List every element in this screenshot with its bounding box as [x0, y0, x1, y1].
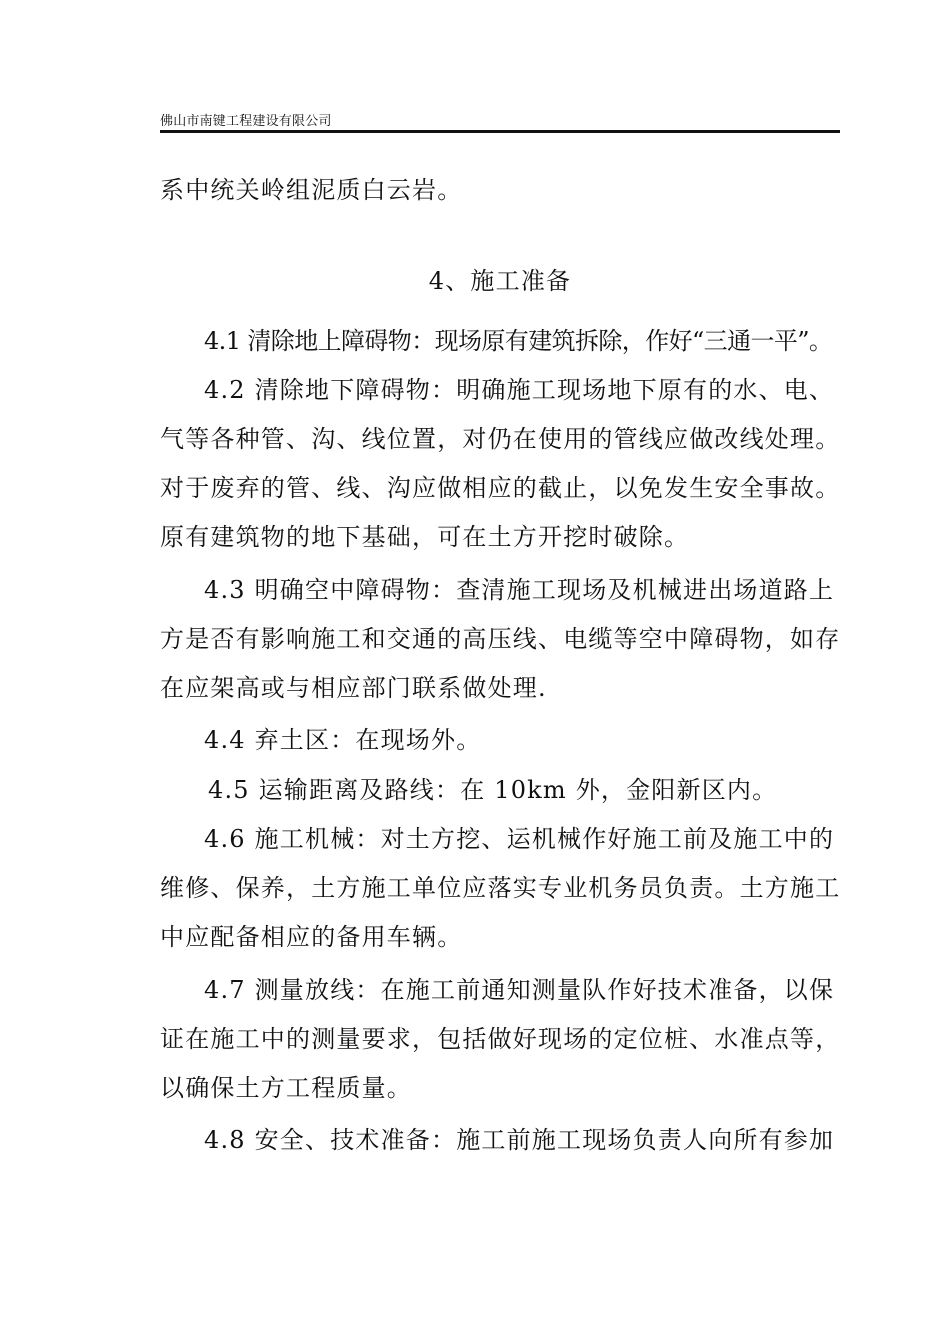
paragraph-line: 气等各种管、沟、线位置，对仍在使用的管线应做改线处理。 — [160, 425, 841, 453]
paragraph-line: 中应配备相应的备用车辆。 — [160, 923, 463, 951]
paragraph-line: 4.4 弃土区：在现场外。 — [204, 726, 482, 754]
company-name: 佛山市南键工程建设有限公司 — [160, 114, 332, 129]
section-heading: 4、施工准备 — [428, 267, 572, 295]
paragraph-line: 原有建筑物的地下基础，可在土方开挖时破除。 — [160, 523, 690, 551]
paragraph-line: 4.3 明确空中障碍物：查清施工现场及机械进出场道路上 — [204, 576, 835, 604]
paragraph-line: 4.7 测量放线：在施工前通知测量队作好技术准备，以保 — [204, 976, 835, 1004]
paragraph-line: 4.1 清除地上障碍物：现场原有建筑拆除，作好“三通一平”。 — [204, 327, 833, 355]
paragraph-line: 4.5 运输距离及路线：在 10km 外，金阳新区内。 — [208, 776, 778, 804]
paragraph-line: 证在施工中的测量要求，包括做好现场的定位桩、水准点等， — [160, 1025, 841, 1053]
paragraph-line: 4.8 安全、技术准备：施工前施工现场负责人向所有参加 — [204, 1126, 835, 1154]
paragraph-line: 方是否有影响施工和交通的高压线、电缆等空中障碍物，如存 — [160, 625, 841, 653]
header-divider — [160, 130, 840, 133]
page-header — [160, 114, 840, 130]
paragraph-line: 在应架高或与相应部门联系做处理. — [160, 674, 547, 702]
text-line: 系中统关岭组泥质白云岩。 — [160, 176, 463, 204]
paragraph-line: 对于废弃的管、线、沟应做相应的截止，以免发生安全事故。 — [160, 474, 841, 502]
paragraph-line: 4.2 清除地下障碍物：明确施工现场地下原有的水、电、 — [204, 376, 835, 404]
paragraph-line: 4.6 施工机械：对土方挖、运机械作好施工前及施工中的 — [204, 825, 835, 853]
paragraph-line: 以确保土方工程质量。 — [160, 1074, 412, 1102]
paragraph-line: 维修、保养，土方施工单位应落实专业机务员负责。土方施工 — [160, 874, 841, 902]
